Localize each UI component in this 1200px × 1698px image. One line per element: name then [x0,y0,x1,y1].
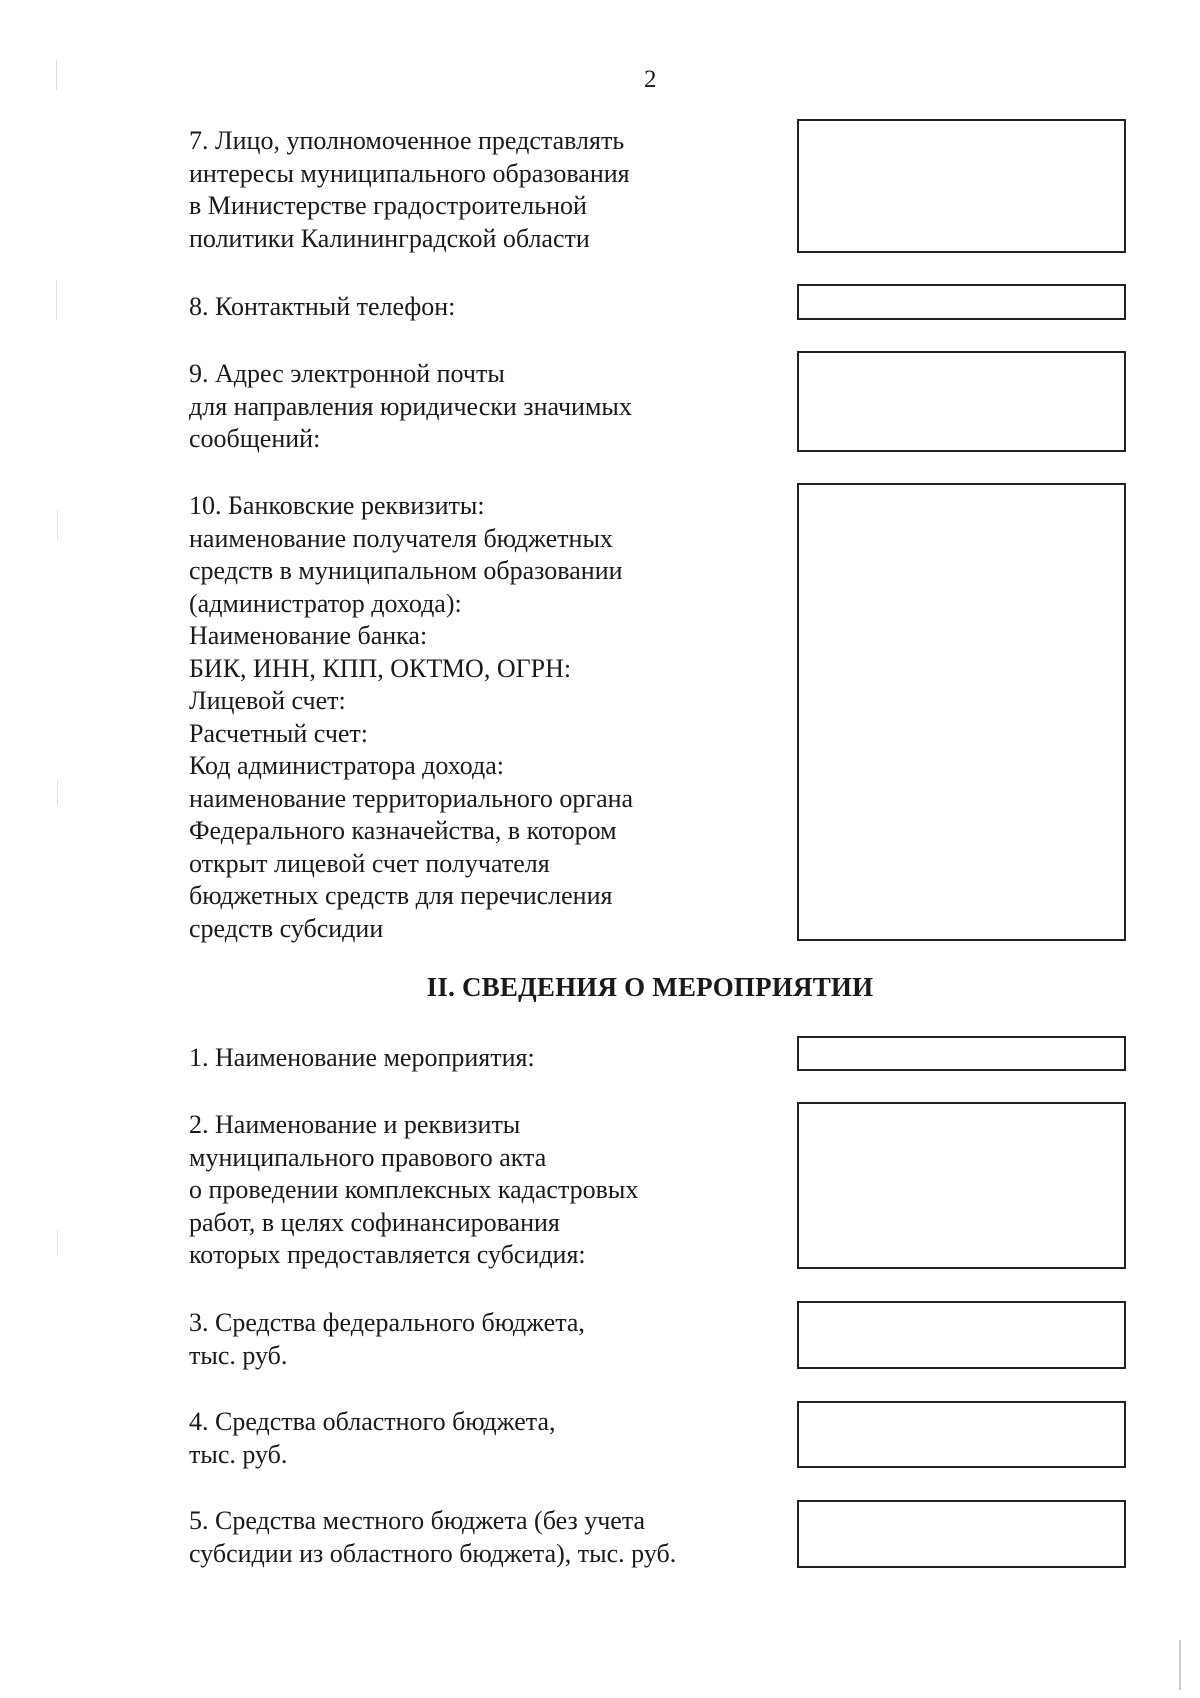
text-line: наименование территориального органа [189,783,634,813]
text-line: Лицевой счет: [189,686,346,715]
field-label-federal-budget [189,1307,709,1372]
text-line: открыт лицевой счет получателя [189,848,550,878]
page-number: 2 [644,66,657,93]
text-line: средств в муниципальном образовании [189,556,623,585]
field-label-phone [189,291,709,324]
text-line: 8. Контактный телефон: [189,292,456,321]
text-line: 7. Лицо, уполномоченное представлять [189,126,625,155]
text-line: 10. Банковские реквизиты: [189,491,485,520]
input-box-bank-details[interactable] [797,483,1126,941]
scan-artifact [1179,1640,1181,1690]
text-line: о проведении комплексных кадастровых [189,1175,639,1204]
input-box-event-name[interactable] [797,1036,1126,1071]
text-line: наименование получателя бюджетных [189,523,613,553]
scan-artifact [57,780,58,805]
text-line: сообщений: [189,424,321,453]
text-line: (администратор дохода): [189,588,462,618]
input-box-federal-budget[interactable] [797,1301,1126,1369]
text-line: 3. Средства федерального бюджета, [189,1308,585,1337]
field-label-email [189,358,709,456]
field-label-representative [189,125,709,255]
field-label-regional-budget [189,1406,709,1471]
input-box-legal-act[interactable] [797,1102,1126,1269]
text-line: субсидии из областного бюджета), тыс. руб. [189,1538,677,1568]
input-box-phone[interactable] [797,284,1126,320]
text-line: политики Калининградской области [189,223,590,253]
text-line: тыс. руб. [189,1439,288,1469]
input-box-regional-budget[interactable] [797,1401,1126,1468]
text-line: бюджетных средств для перечисления [189,881,613,910]
text-line: Расчетный счет: [189,718,369,748]
input-box-local-budget[interactable] [797,1500,1126,1568]
text-line: средств субсидии [189,913,384,943]
input-box-representative[interactable] [797,119,1126,253]
text-line: 5. Средства местного бюджета (без учета [189,1506,646,1535]
text-line: тыс. руб. [189,1340,288,1370]
text-line: интересы муниципального образования [189,158,630,188]
text-line: Наименование банка: [189,621,428,650]
text-line: Код администратора дохода: [189,751,504,780]
text-line: для направления юридически значимых [189,391,632,421]
scan-artifact [56,60,57,90]
scan-artifact [56,280,57,320]
field-label-bank-details [189,490,709,945]
scan-artifact [57,510,58,540]
text-line: муниципального правового акта [189,1142,547,1172]
text-line: 2. Наименование и реквизиты [189,1110,521,1139]
field-label-legal-act [189,1109,709,1272]
input-box-email[interactable] [797,351,1126,452]
scan-artifact [57,1230,58,1255]
text-line: Федерального казначейства, в котором [189,816,617,845]
text-line: 9. Адрес электронной почты [189,359,505,388]
text-line: работ, в целях софинансирования [189,1207,560,1237]
text-line: 1. Наименование мероприятия: [189,1043,535,1072]
text-line: которых предоставляется субсидия: [189,1240,586,1269]
text-line: в Министерстве градостроительной [189,191,587,220]
field-label-event-name [189,1042,709,1075]
section-heading: II. СВЕДЕНИЯ О МЕРОПРИЯТИИ [426,972,874,1002]
text-line: БИК, ИНН, КПП, ОКТМО, ОГРН: [189,653,572,683]
field-label-local-budget [189,1505,709,1570]
text-line: 4. Средства областного бюджета, [189,1407,556,1436]
